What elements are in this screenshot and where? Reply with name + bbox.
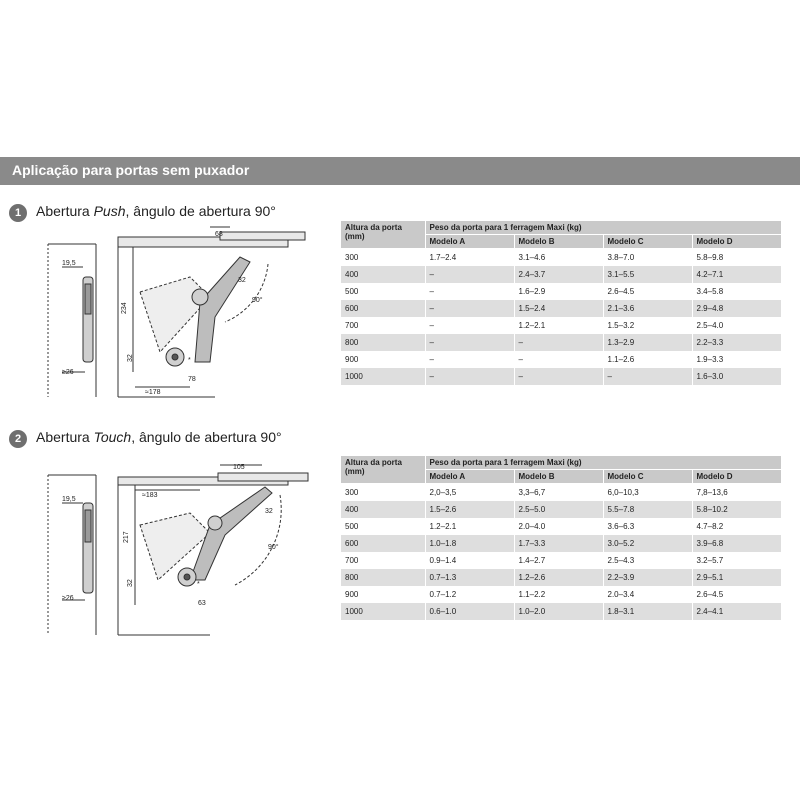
side-view-mechanism-inner (85, 510, 91, 542)
section-2-title-prefix: Abertura (36, 429, 94, 445)
hinge-pivot-bottom-core (184, 574, 190, 580)
model-header: Modelo A (425, 235, 514, 249)
cell-height: 800 (341, 334, 425, 351)
col-weight-header: Peso da porta para 1 ferragem Maxi (kg) (425, 221, 781, 235)
cell-height: 300 (341, 484, 425, 502)
dim-32a-label: 32 (265, 508, 273, 515)
section-1-weight-table (341, 221, 782, 385)
cell-height: 600 (341, 535, 425, 552)
dim-32a-label: 32 (238, 277, 246, 284)
hinge-pivot-bottom-core (172, 354, 178, 360)
cell-model-a: 0.7–1.2 (425, 586, 514, 603)
dim-105-label: 105 (233, 464, 245, 471)
dim-32b-label: 32 (127, 354, 134, 362)
hinge-pivot-top (192, 289, 208, 305)
dim-26-label: ≥26 (62, 369, 74, 376)
cell-model-a: – (425, 266, 514, 283)
dim-78-label: 78 (188, 376, 196, 383)
cell-model-c: – (603, 368, 692, 385)
dim-26-label: ≥26 (62, 595, 74, 602)
cell-model-a: 1.0–1.8 (425, 535, 514, 552)
cell-model-d: 5.8–10.2 (692, 501, 781, 518)
section-1-hinge-diagram (40, 222, 315, 407)
cell-height: 1000 (341, 603, 425, 620)
model-header: Modelo D (692, 470, 781, 484)
cell-height: 500 (341, 518, 425, 535)
cell-height: 900 (341, 586, 425, 603)
cell-model-a: 0.9–1.4 (425, 552, 514, 569)
model-header: Modelo D (692, 235, 781, 249)
table-row (341, 501, 781, 518)
cell-height: 1000 (341, 368, 425, 385)
cell-height: 300 (341, 249, 425, 267)
door-open (218, 473, 308, 481)
col-height-header: Altura da porta (mm) (341, 221, 425, 249)
cell-model-c: 3.0–5.2 (603, 535, 692, 552)
table-row (341, 552, 781, 569)
dim-32b-label: 32 (127, 579, 134, 587)
cell-height: 400 (341, 501, 425, 518)
model-header: Modelo A (425, 470, 514, 484)
cell-model-d: 1.6–3.0 (692, 368, 781, 385)
cell-model-b: – (514, 351, 603, 368)
table-row (341, 300, 781, 317)
cell-model-a: 1.7–2.4 (425, 249, 514, 267)
cell-model-c: 2.6–4.5 (603, 283, 692, 300)
cell-model-c: 1.8–3.1 (603, 603, 692, 620)
section-2-hinge-diagram (40, 455, 315, 640)
section-2-title (36, 429, 282, 445)
cell-model-c: 3.6–6.3 (603, 518, 692, 535)
hinge-pivot-top (208, 516, 222, 530)
table-row (341, 334, 781, 351)
dim-19-5-label: 19,5 (62, 260, 76, 267)
table-row (341, 518, 781, 535)
cell-model-b: 1.6–2.9 (514, 283, 603, 300)
cell-model-a: 1.2–2.1 (425, 518, 514, 535)
cell-model-c: 1.3–2.9 (603, 334, 692, 351)
section-2-title-suffix: , ângulo de abertura 90° (131, 429, 282, 445)
cell-model-b: 1.1–2.2 (514, 586, 603, 603)
dim-90-label: 90° (268, 544, 279, 551)
cell-model-d: 3.9–6.8 (692, 535, 781, 552)
hinge-arm (195, 257, 250, 362)
cell-model-d: 2.2–3.3 (692, 334, 781, 351)
cell-model-b: 1.2–2.6 (514, 569, 603, 586)
cell-model-b: 2.4–3.7 (514, 266, 603, 283)
dim-90-label: 90° (252, 297, 263, 304)
col-weight-header: Peso da porta para 1 ferragem Maxi (kg) (425, 456, 781, 470)
cell-height: 800 (341, 569, 425, 586)
cell-model-c: 3.1–5.5 (603, 266, 692, 283)
table-row (341, 603, 781, 620)
cell-model-d: 1.9–3.3 (692, 351, 781, 368)
section-1-title-suffix: , ângulo de abertura 90° (125, 203, 276, 219)
cell-model-d: 4.2–7.1 (692, 266, 781, 283)
cell-model-c: 2.2–3.9 (603, 569, 692, 586)
cell-model-c: 3.8–7.0 (603, 249, 692, 267)
cell-height: 700 (341, 552, 425, 569)
cell-model-d: 2.9–5.1 (692, 569, 781, 586)
cell-model-b: 1.2–2.1 (514, 317, 603, 334)
cell-model-d: 2.5–4.0 (692, 317, 781, 334)
col-height-header: Altura da porta (mm) (341, 456, 425, 484)
cell-model-b: – (514, 334, 603, 351)
model-header: Modelo B (514, 470, 603, 484)
dim-217-label: 217 (123, 531, 130, 543)
cell-model-c: 5.5–7.8 (603, 501, 692, 518)
cell-model-b: 3,3–6,7 (514, 484, 603, 502)
table-row (341, 351, 781, 368)
cell-height: 400 (341, 266, 425, 283)
table-row (341, 535, 781, 552)
cell-model-d: 5.8–9.8 (692, 249, 781, 267)
cell-model-d: 3.4–5.8 (692, 283, 781, 300)
cell-model-a: 0.7–1.3 (425, 569, 514, 586)
model-header: Modelo C (603, 470, 692, 484)
cell-model-c: 2.1–3.6 (603, 300, 692, 317)
dim-63-label: 63 (198, 600, 206, 607)
cell-model-d: 2.9–4.8 (692, 300, 781, 317)
cell-model-a: – (425, 334, 514, 351)
section-2-title-italic: Touch (93, 429, 132, 445)
cell-model-d: 4.7–8.2 (692, 518, 781, 535)
cell-height: 600 (341, 300, 425, 317)
dim-178-label: ≈178 (145, 389, 161, 396)
section-2-number-badge: 2 (9, 430, 27, 448)
table-row (341, 283, 781, 300)
section-1-title (36, 203, 276, 219)
cell-model-a: 1.5–2.6 (425, 501, 514, 518)
cell-model-b: 2.0–4.0 (514, 518, 603, 535)
cell-model-b: – (514, 368, 603, 385)
cell-height: 700 (341, 317, 425, 334)
section-1-title-prefix: Abertura (36, 203, 94, 219)
table-row (341, 266, 781, 283)
model-header: Modelo C (603, 235, 692, 249)
cell-height: 500 (341, 283, 425, 300)
cell-model-c: 1.1–2.6 (603, 351, 692, 368)
cell-height: 900 (341, 351, 425, 368)
cell-model-c: 2.5–4.3 (603, 552, 692, 569)
cell-model-c: 1.5–3.2 (603, 317, 692, 334)
cell-model-c: 6,0–10,3 (603, 484, 692, 502)
section-1-number-badge: 1 (9, 204, 27, 222)
cell-model-a: – (425, 283, 514, 300)
section-header-title: Aplicação para portas sem puxador (12, 162, 250, 178)
table-row (341, 586, 781, 603)
side-view-mechanism-inner (85, 284, 91, 314)
cell-model-b: 1.5–2.4 (514, 300, 603, 317)
cell-model-a: – (425, 317, 514, 334)
cell-model-a: – (425, 351, 514, 368)
dim-star-label: * (188, 357, 191, 364)
cell-model-c: 2.0–3.4 (603, 586, 692, 603)
dim-234-label: 234 (121, 302, 128, 314)
table-row (341, 569, 781, 586)
table-row (341, 249, 781, 267)
cell-model-b: 1.7–3.3 (514, 535, 603, 552)
cell-model-b: 2.5–5.0 (514, 501, 603, 518)
cell-model-d: 2.4–4.1 (692, 603, 781, 620)
dim-68-label: 68 (215, 231, 223, 238)
table-row (341, 484, 781, 502)
cell-model-b: 1.0–2.0 (514, 603, 603, 620)
cell-model-a: 0.6–1.0 (425, 603, 514, 620)
dim-star-label: * (197, 581, 200, 588)
section-header-bar (0, 157, 800, 185)
section-1-title-italic: Push (93, 203, 126, 219)
cell-model-d: 2.6–4.5 (692, 586, 781, 603)
cell-model-d: 3.2–5.7 (692, 552, 781, 569)
dim-183-label: ≈183 (142, 492, 158, 499)
cell-model-d: 7,8–13,6 (692, 484, 781, 502)
cell-model-a: – (425, 300, 514, 317)
dim-19-5-label: 19,5 (62, 496, 76, 503)
cell-model-b: 3.1–4.6 (514, 249, 603, 267)
door-open (220, 232, 305, 240)
cell-model-a: – (425, 368, 514, 385)
table-row (341, 368, 781, 385)
model-header: Modelo B (514, 235, 603, 249)
table-row (341, 317, 781, 334)
cell-model-a: 2,0–3,5 (425, 484, 514, 502)
cell-model-b: 1.4–2.7 (514, 552, 603, 569)
section-2-weight-table (341, 456, 782, 620)
